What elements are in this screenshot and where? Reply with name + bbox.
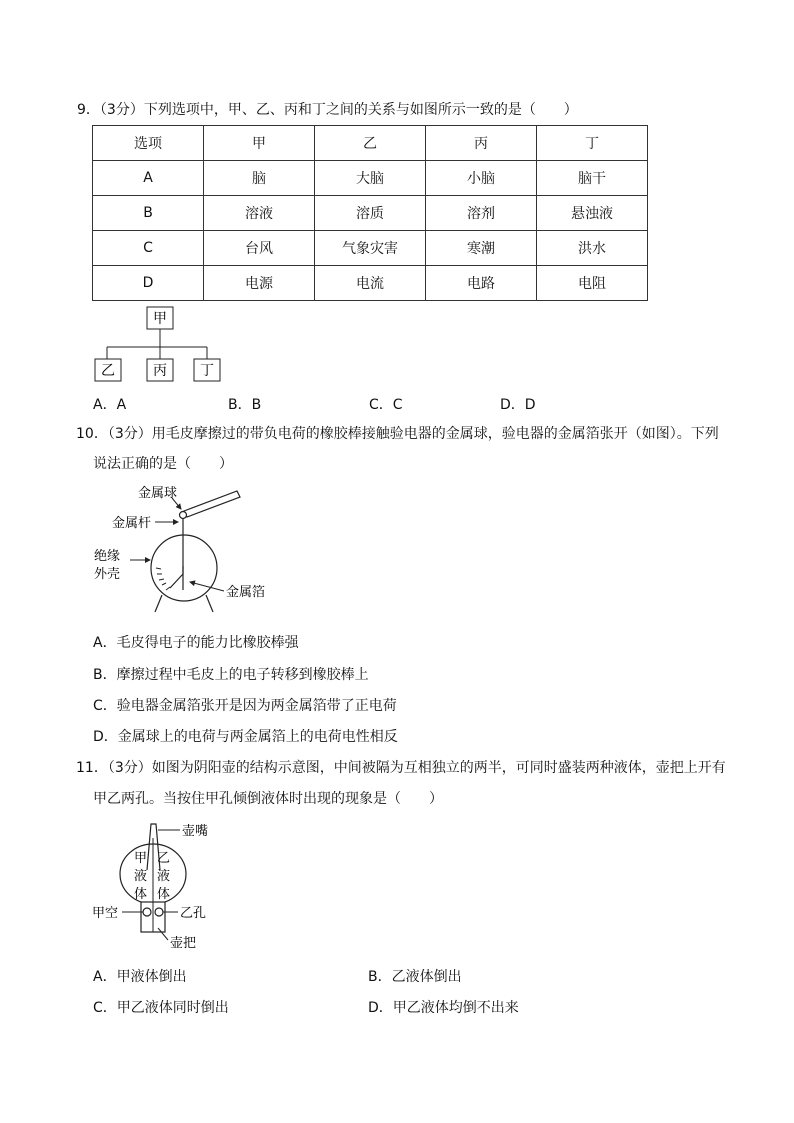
q10-stem-line1: 10．（3分）用毛皮摩擦过的带负电荷的橡胶棒接触验电器的金属球，验电器的金属箔张开（如图）。下列 (76, 426, 719, 442)
yin-yang-pot-diagram (86, 818, 236, 954)
table-cell: 台风 (204, 231, 315, 266)
table-header-cell: 丁 (537, 126, 648, 161)
tree-node-child-label: 丙 (153, 363, 167, 379)
table-row (93, 231, 648, 266)
hole-right (155, 908, 163, 916)
table-cell: 悬浊液 (537, 196, 648, 231)
table-row (93, 266, 648, 301)
label-left-liquid-1: 甲 (134, 851, 148, 866)
insulating-shell (151, 535, 217, 601)
table-header-cell: 丙 (426, 126, 537, 161)
q11-choice-d[interactable]: D．甲乙液体均倒不出来 (368, 1000, 519, 1016)
table-cell: 电流 (315, 266, 426, 301)
table-cell: 电路 (426, 266, 537, 301)
electroscope-diagram (90, 482, 310, 622)
label-left-hole: 甲空 (92, 906, 119, 921)
hole-left (143, 908, 151, 916)
q10-stem-line2: 说法正确的是（ ） (93, 456, 233, 472)
q10-choice-c[interactable]: C．验电器金属箔张开是因为两金属箔带了正电荷 (93, 698, 397, 714)
label-right-liquid-3: 体 (157, 887, 171, 902)
q10-choice-b[interactable]: B．摩擦过程中毛皮上的电子转移到橡胶棒上 (93, 667, 369, 683)
q11-choice-b[interactable]: B．乙液体倒出 (368, 969, 462, 985)
label-left-liquid-2: 液 (134, 869, 148, 884)
table-cell: 溶质 (315, 196, 426, 231)
label-insulating-shell-1: 绝缘 (94, 549, 121, 564)
q9-choice-a[interactable]: A．A (93, 397, 127, 413)
label-right-hole: 乙孔 (180, 906, 207, 921)
tree-node-child-label: 乙 (101, 363, 115, 379)
label-right-liquid-2: 液 (157, 869, 171, 884)
label-metal-rod: 金属杆 (112, 516, 152, 531)
table-cell: 电源 (204, 266, 315, 301)
q9-choice-b[interactable]: B．B (228, 397, 262, 413)
q9-tree-diagram (90, 303, 230, 385)
table-cell: 小脑 (426, 161, 537, 196)
table-cell: 脑干 (537, 161, 648, 196)
label-metal-ball: 金属球 (138, 486, 178, 501)
table-row (93, 161, 648, 196)
tree-node-child-label: 丁 (200, 363, 214, 379)
table-cell: 脑 (204, 161, 315, 196)
tree-node-top-label: 甲 (153, 311, 167, 327)
label-left-liquid-3: 体 (134, 887, 148, 902)
metal-ball (180, 512, 187, 519)
table-cell: 寒潮 (426, 231, 537, 266)
table-cell: 溶剂 (426, 196, 537, 231)
table-cell: C (93, 231, 204, 266)
q11-stem-line2: 甲乙两孔。当按住甲孔倾倒液体时出现的现象是（ ） (93, 791, 443, 807)
label-insulating-shell-2: 外壳 (94, 567, 121, 582)
metal-foil (170, 574, 183, 588)
table-row (93, 196, 648, 231)
table-header-cell: 选项 (93, 126, 204, 161)
q9-stem: 9．（3分）下列选项中，甲、乙、丙和丁之间的关系与如图所示一致的是（ ） (77, 102, 578, 118)
table-header-cell: 甲 (204, 126, 315, 161)
q9-choice-c[interactable]: C．C (369, 397, 403, 413)
table-cell: 溶液 (204, 196, 315, 231)
table-cell: D (93, 266, 204, 301)
table-cell: 大脑 (315, 161, 426, 196)
table-cell: 气象灾害 (315, 231, 426, 266)
table-header-cell: 乙 (315, 126, 426, 161)
label-handle: 壶把 (170, 936, 197, 951)
q11-choice-a[interactable]: A．甲液体倒出 (93, 969, 187, 985)
table-cell: A (93, 161, 204, 196)
label-spout: 壶嘴 (182, 824, 209, 839)
q10-choice-a[interactable]: A．毛皮得电子的能力比橡胶棒强 (93, 635, 299, 651)
label-metal-foil: 金属箔 (226, 585, 266, 600)
q9-options-table (92, 125, 648, 301)
q11-choice-c[interactable]: C．甲乙液体同时倒出 (93, 1000, 229, 1016)
q9-choice-d[interactable]: D．D (500, 397, 536, 413)
q11-stem-line1: 11．（3分）如图为阴阳壶的结构示意图，中间被隔为互相独立的两半，可同时盛装两种液体，壶把上开有 (76, 760, 726, 776)
table-cell: 电阻 (537, 266, 648, 301)
table-header-row (93, 126, 648, 161)
table-cell: B (93, 196, 204, 231)
table-cell: 洪水 (537, 231, 648, 266)
rubber-rod (184, 491, 240, 517)
q10-choice-d[interactable]: D．金属球上的电荷与两金属箔上的电荷电性相反 (93, 729, 398, 745)
label-right-liquid-1: 乙 (157, 851, 171, 866)
